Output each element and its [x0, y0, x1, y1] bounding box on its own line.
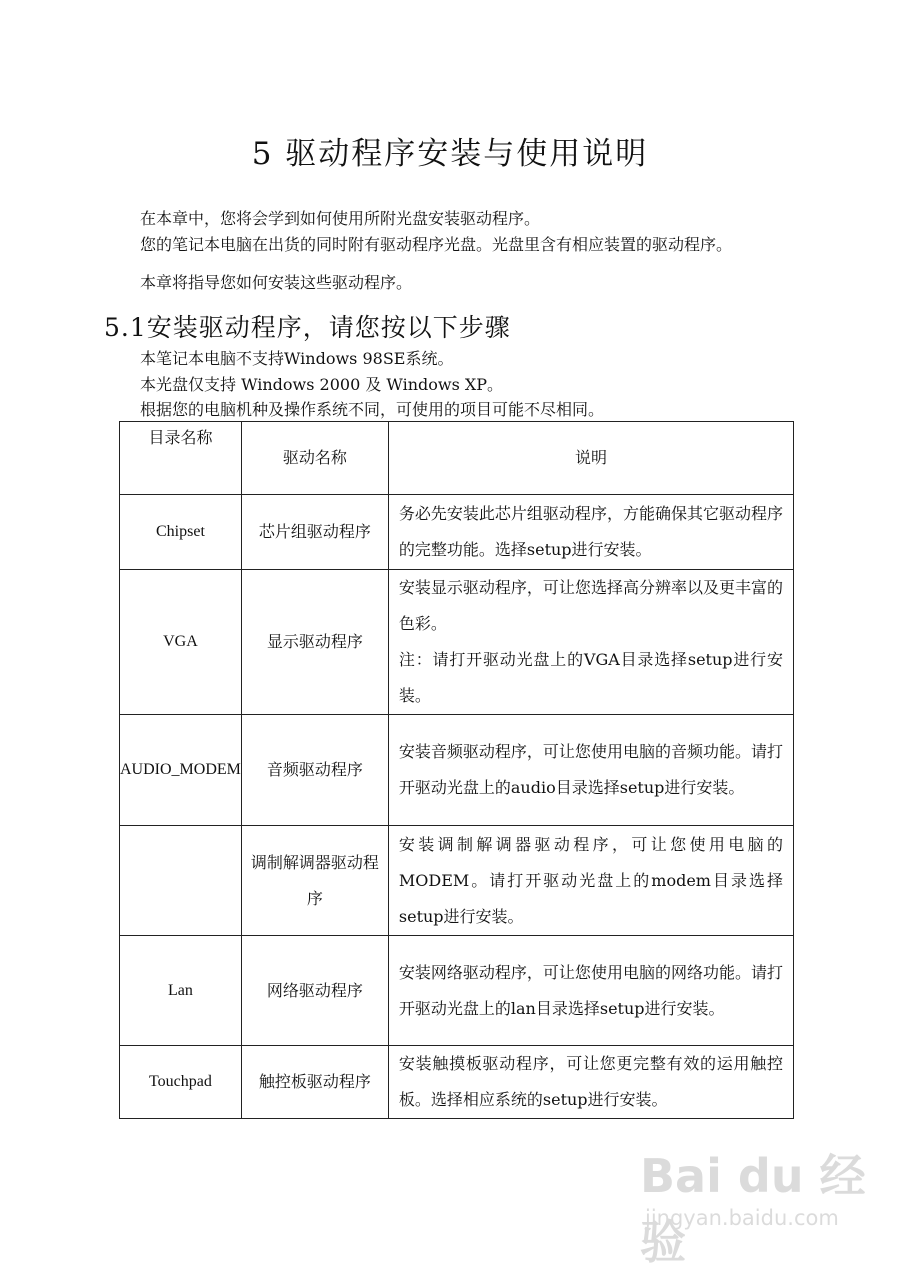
cell-description	[388, 570, 793, 715]
cell-directory: AUDIO_MODEM	[120, 715, 242, 826]
cell-driver: 显示驱动程序	[241, 570, 388, 715]
cell-directory	[120, 826, 242, 936]
cell-description: 安装触摸板驱动程序，可让您更完整有效的运用触控板。选择相应系统的setup进行安装。	[388, 1046, 793, 1119]
chapter-title: 5 驱动程序安装与使用说明	[251, 136, 649, 172]
cell-directory: Lan	[120, 936, 242, 1046]
section-heading: 5.1安装驱动程序，请您按以下步骤	[104, 313, 511, 342]
intro-paragraph: 您的笔记本电脑在出货的同时附有驱动程序光盘。光盘里含有相应装置的驱动程序。	[140, 235, 733, 254]
table-header-row	[120, 422, 794, 495]
table-row	[120, 495, 794, 570]
table-row	[120, 936, 794, 1046]
table-row	[120, 715, 794, 826]
note-line: 本光盘仅支持 Windows 2000 及 Windows XP。	[140, 375, 504, 394]
header-driver: 驱动名称	[241, 422, 388, 495]
header-description: 说明	[388, 422, 793, 495]
baidu-jingyan-watermark	[635, 1140, 885, 1269]
note-line: 根据您的电脑机种及操作系统不同，可使用的项目可能不尽相同。	[140, 400, 605, 419]
cell-directory: VGA	[120, 570, 242, 715]
header-directory: 目录名称	[120, 422, 242, 495]
watermark-url: jingyan.baidu.com	[645, 1206, 839, 1230]
cell-description: 安装音频驱动程序，可让您使用电脑的音频功能。请打开驱动光盘上的audio目录选择setup进行安装。	[388, 715, 793, 826]
description-note: 注：请打开驱动光盘上的VGA目录选择setup进行安装。	[398, 650, 783, 705]
cell-description: 务必先安装此芯片组驱动程序，方能确保其它驱动程序的完整功能。选择setup进行安装。	[388, 495, 793, 570]
table-row	[120, 1046, 794, 1119]
table-row	[120, 826, 794, 936]
cell-driver: 触控板驱动程序	[241, 1046, 388, 1119]
description-text: 安装显示驱动程序，可让您选择高分辨率以及更丰富的色彩。	[398, 578, 783, 633]
cell-driver: 音频驱动程序	[241, 715, 388, 826]
cell-driver: 芯片组驱动程序	[241, 495, 388, 570]
watermark-logo: Bai du 经验	[640, 1149, 866, 1269]
note-line: 本笔记本电脑不支持Windows 98SE系统。	[140, 349, 454, 368]
cell-directory: Chipset	[120, 495, 242, 570]
cell-directory: Touchpad	[120, 1046, 242, 1119]
cell-driver: 调制解调器驱动程序	[241, 826, 388, 936]
intro-paragraph: 本章将指导您如何安装这些驱动程序。	[140, 273, 413, 292]
driver-table	[119, 421, 794, 1119]
cell-description: 安装网络驱动程序，可让您使用电脑的网络功能。请打开驱动光盘上的lan目录选择setup进行安装。	[388, 936, 793, 1046]
table-row	[120, 570, 794, 715]
intro-paragraph: 在本章中，您将会学到如何使用所附光盘安装驱动程序。	[140, 209, 541, 228]
cell-description: 安装调制解调器驱动程序，可让您使用电脑的MODEM。请打开驱动光盘上的modem目录选择setup进行安装。	[388, 826, 793, 936]
cell-driver: 网络驱动程序	[241, 936, 388, 1046]
